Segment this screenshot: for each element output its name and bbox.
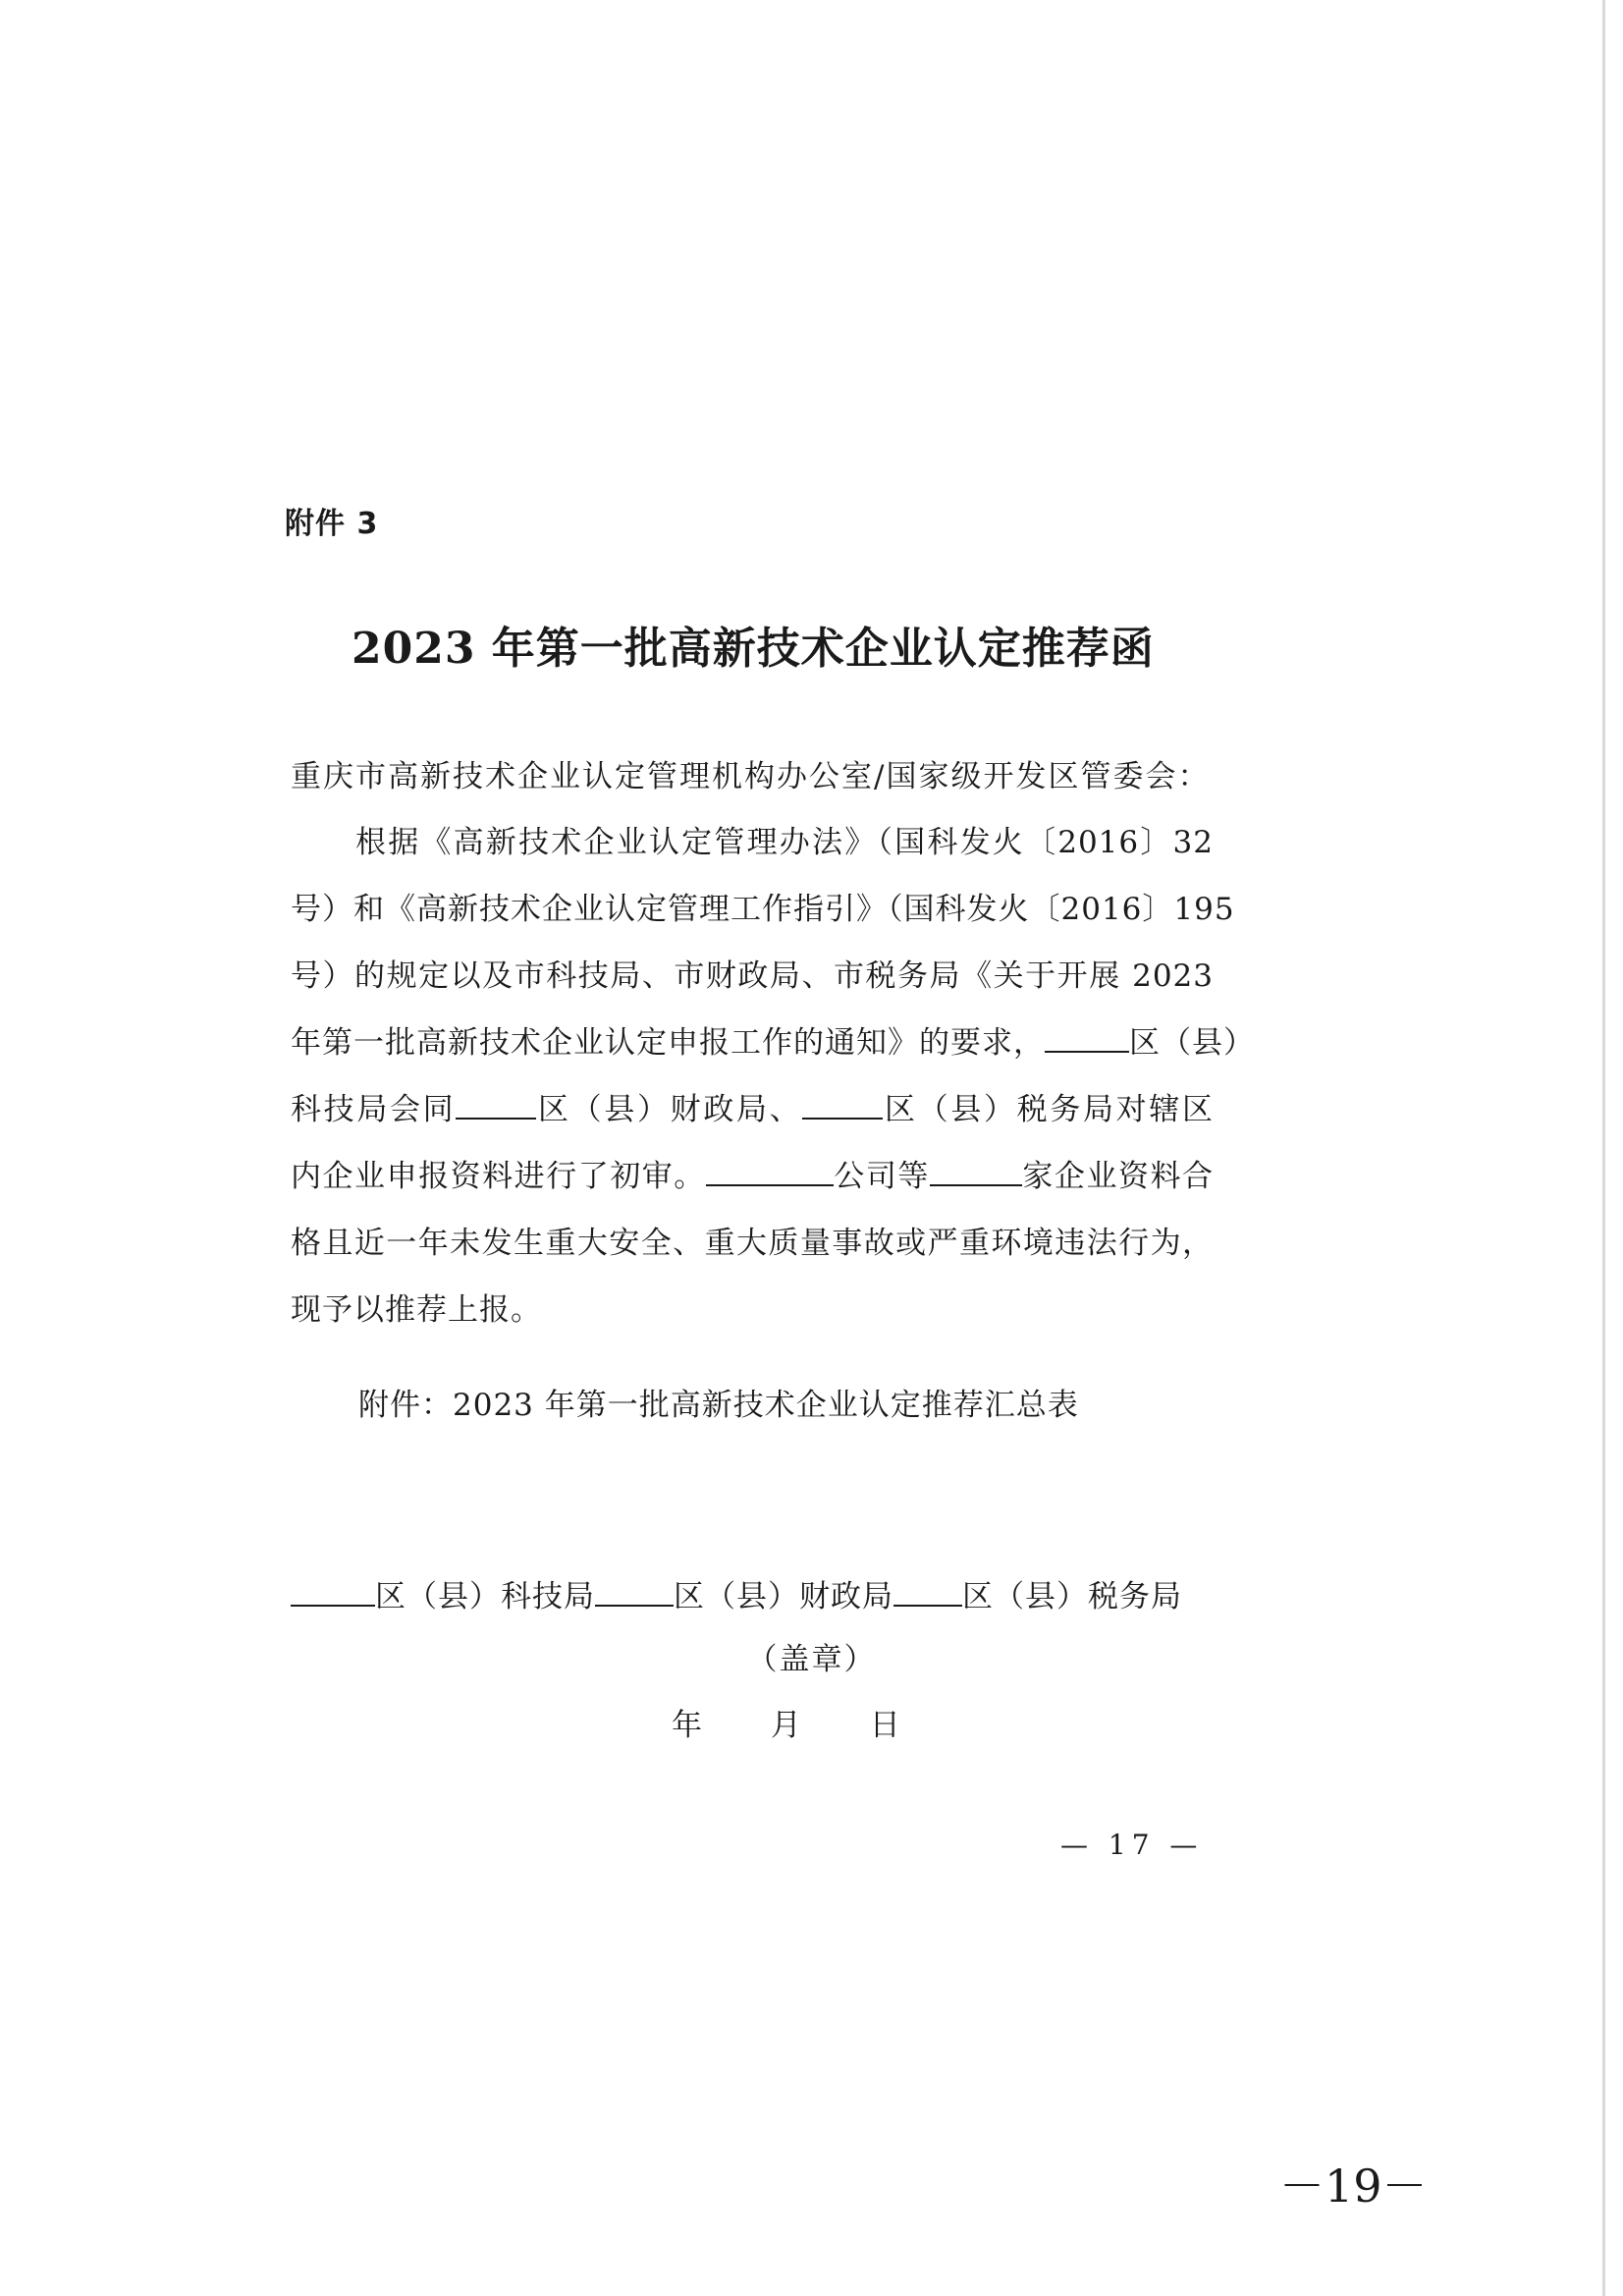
body-line-5: [291, 1084, 1214, 1133]
blank-sign-tax[interactable]: [893, 1577, 962, 1607]
sign-tech-bureau: 区（县）科技局: [375, 1579, 595, 1614]
body-text: 年第一批高新技术企业认定申报工作的通知》的要求，: [291, 1025, 1045, 1061]
sign-tax-bureau: 区（县）税务局: [962, 1579, 1182, 1614]
body-text: 区（县）税务局对辖区: [883, 1092, 1215, 1127]
body-text: 格且近一年未发生重大安全、重大质量事故或严重环境违法行为，: [291, 1226, 1214, 1261]
date-year: 年: [672, 1708, 702, 1743]
body-line-3: [291, 951, 1214, 1000]
seal-note: （盖章）: [746, 1642, 877, 1677]
document-title: 2023 年第一批高新技术企业认定推荐函: [352, 624, 1155, 674]
blank-count[interactable]: [930, 1157, 1022, 1186]
body-text: 内企业申报资料进行了初审。: [291, 1159, 706, 1194]
outer-page-number: －19－: [1279, 2159, 1428, 2213]
blank-district[interactable]: [1045, 1023, 1129, 1053]
appendix-reference: 附件：2023 年第一批高新技术企业认定推荐汇总表: [358, 1388, 1079, 1423]
date-month: 月: [770, 1708, 801, 1743]
body-text: 号）和《高新技术企业认定管理工作指引》（国科发火〔2016〕195: [291, 892, 1235, 927]
body-text: 现予以推荐上报。: [291, 1292, 542, 1328]
date-day: 日: [869, 1708, 900, 1743]
blank-district-tax[interactable]: [802, 1090, 883, 1120]
body-text: 区（县）: [1129, 1025, 1255, 1061]
blank-sign-finance[interactable]: [595, 1577, 674, 1607]
blank-company[interactable]: [706, 1157, 834, 1186]
body-text: 家企业资料合: [1021, 1159, 1215, 1194]
scan-edge-line: [1602, 0, 1605, 2296]
attachment-label: 附件 3: [285, 507, 379, 541]
body-text: 根据《高新技术企业认定管理办法》（国科发火〔2016〕32: [355, 825, 1214, 860]
body-text: 公司等: [833, 1159, 930, 1194]
body-line-2: [291, 884, 1235, 933]
body-line-7: [291, 1218, 1214, 1267]
date-row: [672, 1700, 959, 1744]
signature-row: [291, 1571, 1214, 1615]
body-line-4: [291, 1017, 1255, 1066]
inner-page-number: — 17 —: [1060, 1829, 1204, 1861]
blank-district-finance[interactable]: [456, 1090, 536, 1120]
body-line-1: [355, 817, 1214, 866]
addressee: 重庆市高新技术企业认定管理机构办公室/国家级开发区管委会：: [291, 759, 1211, 794]
body-text: 区（县）财政局、: [536, 1092, 803, 1127]
body-line-6: [291, 1151, 1214, 1200]
blank-sign-tech[interactable]: [291, 1577, 375, 1607]
body-text: 科技局会同: [291, 1092, 457, 1127]
sign-finance-bureau: 区（县）财政局: [674, 1579, 893, 1614]
body-line-8: [291, 1285, 1214, 1334]
body-text: 号）的规定以及市科技局、市财政局、市税务局《关于开展 2023: [291, 958, 1214, 994]
